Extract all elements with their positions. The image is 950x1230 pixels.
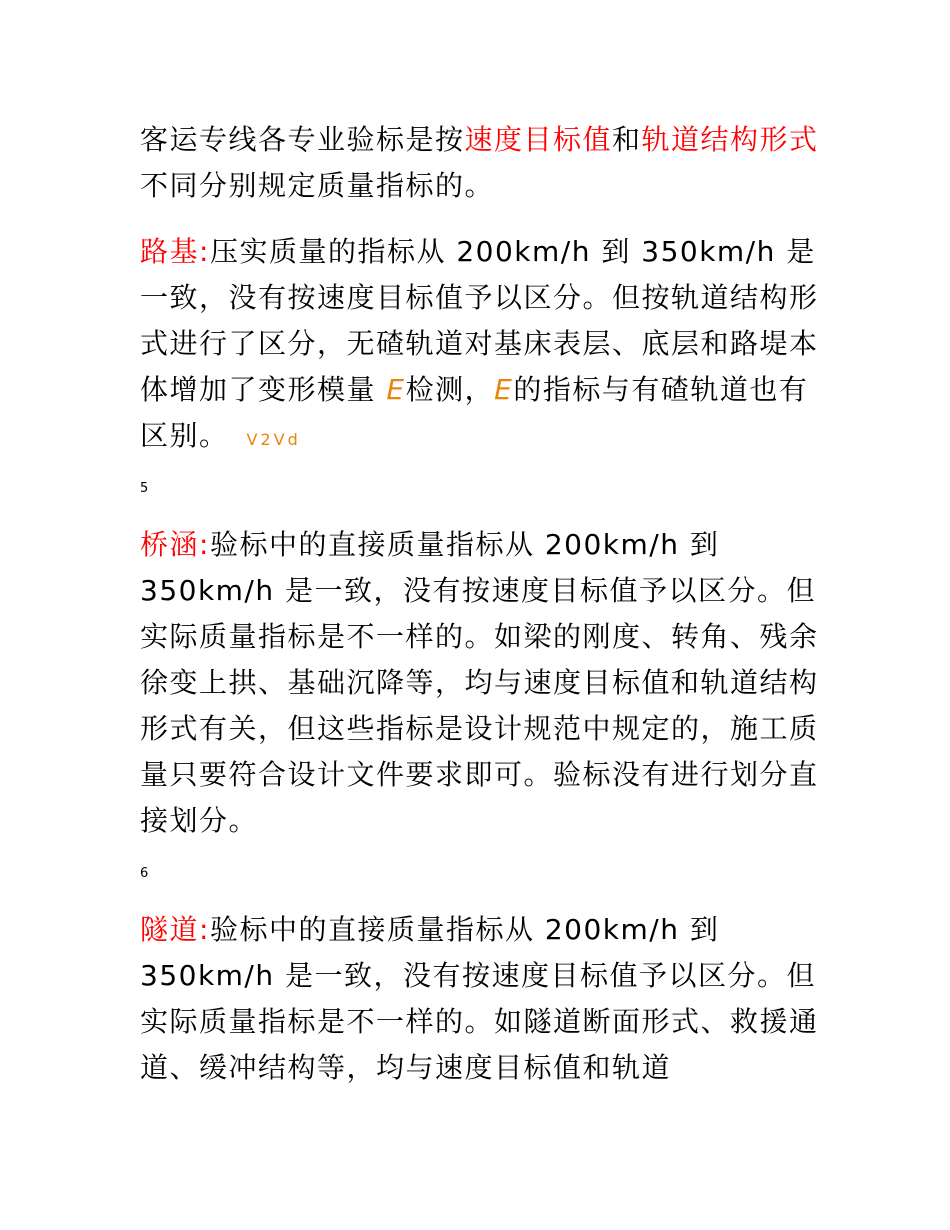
section-heading-bridges: 桥涵: xyxy=(140,528,210,561)
section-heading-subgrade: 路基: xyxy=(140,235,210,268)
tunnels-text: 验标中的直接质量指标从 200km/h 到 350km/h 是一致，没有按速度目标值予以区分。但实际质量指标是不一样的。如隧道断面形式、救援通道、缓冲结构等，均与速度目标值和轨道 xyxy=(140,913,819,1084)
formula-note: V2Vd xyxy=(246,430,301,449)
subgrade-text-1: 压实质量的指标从 200km/h 到 350km/h 是一致，没有按速度目标值予以区分。但按轨道结构形式进行了区分，无碴轨道对基床表层、底层和路堤本体增加了变形模量 xyxy=(140,235,819,406)
paragraph-bridges xyxy=(140,522,820,844)
bridges-text: 验标中的直接质量指标从 200km/h 到 350km/h 是一致，没有按速度目标值予以区分。但实际质量指标是不一样的。如梁的刚度、转角、残余徐变上拱、基础沉降等，均与速度目标值和轨道结构形式有关，但这些指标是设计规范中规定的，施工质量只要符合设计文件要求即可。验标没有进行划分直接划分。 xyxy=(140,528,819,837)
highlight-speed-target: 速度目标值 xyxy=(464,123,613,156)
paragraph-subgrade xyxy=(140,229,820,463)
modulus-symbol-e-2: E xyxy=(494,373,514,406)
intro-text-3: 不同分别规定质量指标的。 xyxy=(140,169,495,202)
intro-text-2: 和 xyxy=(612,123,642,156)
page-number: 5 xyxy=(140,481,149,496)
subgrade-text-3: 的指标与有碴轨道也有区别。 xyxy=(140,373,809,452)
highlight-track-structure: 轨道结构形式 xyxy=(641,123,819,156)
page-number-2: 6 xyxy=(140,866,149,881)
section-heading-tunnels: 隧道: xyxy=(140,913,210,946)
paragraph-tunnels xyxy=(140,907,820,1091)
paragraph-intro xyxy=(140,117,820,209)
modulus-symbol-e: E xyxy=(386,373,406,406)
subgrade-text-2: 检测， xyxy=(405,373,495,406)
intro-text-1: 客运专线各专业验标是按 xyxy=(140,123,465,156)
